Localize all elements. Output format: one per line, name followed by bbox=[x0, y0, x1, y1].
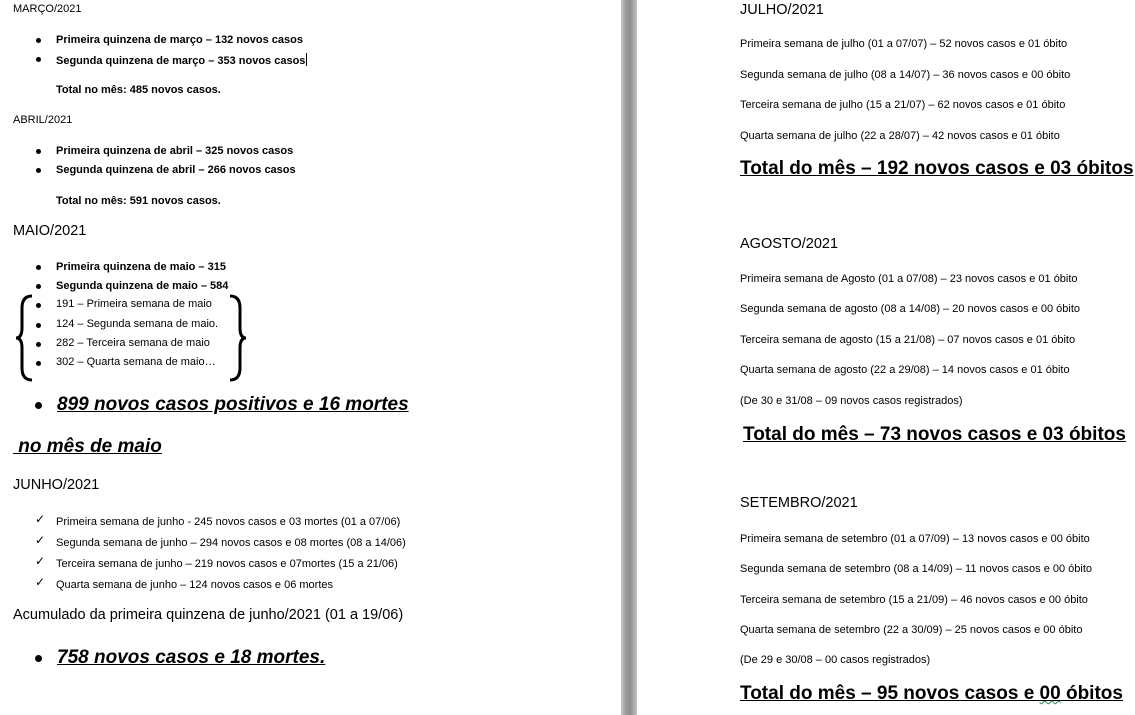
bullet-icon bbox=[36, 361, 41, 366]
month-total: Total do mês – 192 novos casos e 03 óbitos bbox=[740, 158, 1134, 179]
document-page-right bbox=[637, 0, 1135, 715]
checkmark-icon: ✓ bbox=[35, 512, 46, 526]
list-item: Segunda quinzena de março – 353 novos casos bbox=[56, 55, 306, 67]
junho-summary: 758 novos casos e 18 mortes. bbox=[57, 647, 326, 668]
bullet-icon bbox=[36, 38, 41, 43]
list-item: Primeira quinzena de abril – 325 novos casos bbox=[56, 145, 294, 157]
bullet-icon bbox=[36, 149, 41, 154]
list-item: Segunda semana de julho (08 a 14/07) – 36 novos casos e 00 óbito bbox=[740, 69, 1071, 81]
text-cursor bbox=[306, 53, 307, 66]
list-item: Primeira semana de setembro (01 a 07/09) – 13 novos casos e 00 óbito bbox=[740, 533, 1090, 545]
list-item: Segunda semana de junho – 294 novos casos e 08 mortes (08 a 14/06) bbox=[56, 537, 406, 549]
bullet-icon bbox=[35, 655, 42, 662]
list-item: Quarta semana de junho – 124 novos casos e 06 mortes bbox=[56, 579, 334, 591]
section-heading-julho: JULHO/2021 bbox=[740, 2, 824, 18]
list-item: (De 29 e 30/08 – 00 casos registrados) bbox=[740, 654, 931, 666]
bullet-icon bbox=[36, 323, 41, 328]
month-total: Total do mês – 73 novos casos e 03 óbitos bbox=[743, 424, 1126, 445]
list-item: Segunda quinzena de abril – 266 novos casos bbox=[56, 164, 296, 176]
section-heading-abril: ABRIL/2021 bbox=[13, 114, 73, 126]
bullet-icon bbox=[36, 342, 41, 347]
list-item: Quarta semana de setembro (22 a 30/09) – 25 novos casos e 00 óbito bbox=[740, 624, 1083, 636]
left-brace-icon bbox=[14, 294, 36, 382]
list-item: 124 – Segunda semana de maio. bbox=[56, 318, 219, 330]
list-item: Terceira semana de junho – 219 novos casos e 07mortes (15 a 21/06) bbox=[56, 558, 398, 570]
bullet-icon bbox=[36, 284, 41, 289]
list-item: Primeira semana de julho (01 a 07/07) – 52 novos casos e 01 óbito bbox=[740, 38, 1068, 50]
list-item: Segunda semana de agosto (08 a 14/08) – 20 novos casos e 00 óbito bbox=[740, 303, 1081, 315]
page-separator bbox=[621, 0, 637, 715]
checkmark-icon: ✓ bbox=[35, 533, 46, 547]
list-item: Segunda quinzena de maio – 584 bbox=[56, 280, 229, 292]
bullet-icon bbox=[35, 402, 42, 409]
month-total: Total no mês: 485 novos casos. bbox=[56, 84, 221, 96]
month-total: Total no mês: 591 novos casos. bbox=[56, 195, 221, 207]
list-item: Quarta semana de julho (22 a 28/07) – 42 novos casos e 01 óbito bbox=[740, 130, 1060, 142]
section-heading-junho: JUNHO/2021 bbox=[13, 477, 100, 493]
list-item: 282 – Terceira semana de maio bbox=[56, 337, 210, 349]
section-heading-maio: MAIO/2021 bbox=[13, 223, 87, 239]
list-item: Terceira semana de agosto (15 a 21/08) – 07 novos casos e 01 óbito bbox=[740, 334, 1076, 346]
list-item: Terceira semana de julho (15 a 21/07) – 62 novos casos e 01 óbito bbox=[740, 99, 1066, 111]
section-heading-marco: MARÇO/2021 bbox=[13, 3, 82, 15]
bullet-icon bbox=[36, 57, 41, 62]
junho-acumulado: Acumulado da primeira quinzena de junho/2021 (01 a 19/06) bbox=[13, 607, 404, 623]
list-item: (De 30 e 31/08 – 09 novos casos registrados) bbox=[740, 395, 963, 407]
list-item: 302 – Quarta semana de maio… bbox=[56, 356, 216, 368]
spellcheck-underline: 00 bbox=[1039, 683, 1061, 704]
bullet-icon bbox=[36, 265, 41, 270]
section-heading-setembro: SETEMBRO/2021 bbox=[740, 495, 858, 511]
list-item: Segunda semana de setembro (08 a 14/09) – 11 novos casos e 00 óbito bbox=[740, 563, 1093, 575]
checkmark-icon: ✓ bbox=[35, 554, 46, 568]
bullet-icon bbox=[36, 303, 41, 308]
list-item: Terceira semana de setembro (15 a 21/09) – 46 novos casos e 00 óbito bbox=[740, 594, 1088, 606]
list-item: Primeira semana de junho - 245 novos casos e 03 mortes (01 a 07/06) bbox=[56, 516, 401, 528]
maio-summary-continued: no mês de maio bbox=[13, 436, 162, 457]
list-item: Quarta semana de agosto (22 a 29/08) – 14 novos casos e 01 óbito bbox=[740, 364, 1070, 376]
month-total: Total do mês – 95 novos casos e 00 óbitos bbox=[740, 683, 1123, 704]
section-heading-agosto: AGOSTO/2021 bbox=[740, 236, 839, 252]
list-item: Primeira semana de Agosto (01 a 07/08) – 23 novos casos e 01 óbito bbox=[740, 273, 1078, 285]
list-item: 191 – Primeira semana de maio bbox=[56, 298, 212, 310]
right-brace-icon bbox=[226, 294, 248, 382]
maio-summary: 899 novos casos positivos e 16 mortes bbox=[57, 394, 409, 415]
checkmark-icon: ✓ bbox=[35, 575, 46, 589]
list-item: Primeira quinzena de maio – 315 bbox=[56, 261, 226, 273]
bullet-icon bbox=[36, 168, 41, 173]
list-item: Primeira quinzena de março – 132 novos casos bbox=[56, 34, 303, 46]
